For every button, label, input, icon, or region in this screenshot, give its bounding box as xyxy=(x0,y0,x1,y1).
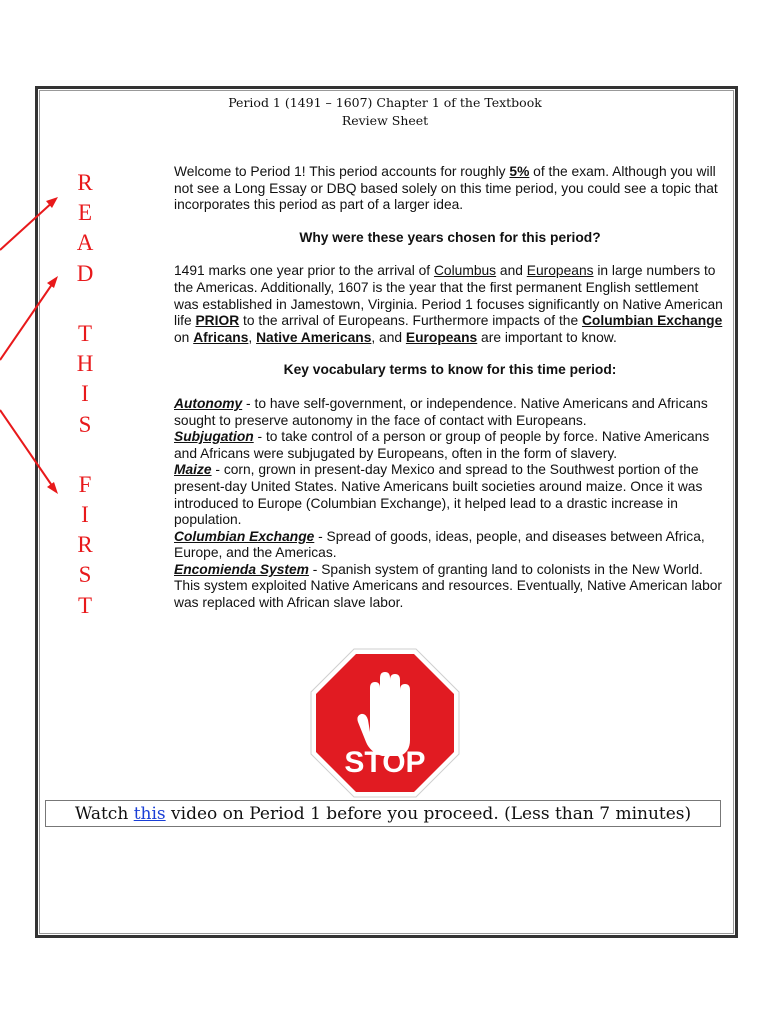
red-arrows xyxy=(0,180,80,510)
side-letter: F xyxy=(78,471,92,497)
side-letter: R xyxy=(77,532,93,558)
document-subtitle: Review Sheet xyxy=(341,113,429,128)
intro-text: of the exam. Although you will not see a Long Essay or DBQ based solely on this time period, you could see a topic that incorporates this period as part of a larger idea. xyxy=(174,164,718,213)
para-text: to the arrival of Europeans. Furthermore impacts of the xyxy=(239,313,582,329)
read-this-first-vertical xyxy=(70,168,100,621)
side-letter: S xyxy=(78,411,92,437)
arrow-line-1 xyxy=(0,200,55,250)
para-text: on xyxy=(174,329,194,345)
section-heading-why: Why were these years chosen for this period? xyxy=(299,229,601,245)
vocab-entry xyxy=(174,396,726,429)
intro-paragraph xyxy=(174,164,726,214)
side-letter: H xyxy=(76,351,94,377)
vocab-entry xyxy=(174,562,726,612)
arrow-line-2 xyxy=(0,280,55,360)
para-text: , and xyxy=(371,329,406,345)
side-letter: S xyxy=(78,562,92,588)
vocab-term: Autonomy xyxy=(174,395,243,411)
side-letter: T xyxy=(77,592,93,618)
vocab-definition: - Spanish system of granting land to colonists in the New World. This system exploited Native Americans and resources. Eventually, Native American labor was replaced with African slave labor. xyxy=(174,561,723,611)
side-letter: D xyxy=(76,260,94,286)
watch-video-box xyxy=(45,800,721,827)
africans-term: Africans xyxy=(193,329,249,345)
para-text: in large numbers to the Americas. Additionally, 1607 is the year that the first permanent English settlement was established in Jamestown, Virginia. Period 1 focuses significantly on Native American life xyxy=(174,263,723,329)
side-letter: E xyxy=(77,200,93,226)
main-content xyxy=(174,164,726,612)
prior-term: PRIOR xyxy=(195,313,240,329)
document-title: Period 1 (1491 – 1607) Chapter 1 of the Textbook xyxy=(228,95,542,110)
vocab-term: Subjugation xyxy=(174,429,254,445)
stop-sign-icon xyxy=(310,648,460,798)
video-link[interactable]: this xyxy=(133,804,166,824)
para-text: 1491 marks one year prior to the arrival of xyxy=(174,263,434,279)
side-letter xyxy=(70,289,100,319)
native-americans-term: Native Americans xyxy=(256,329,372,345)
watch-text: video on Period 1 before you proceed. (Less than 7 minutes) xyxy=(165,804,692,824)
vocab-definition: - to have self-government, or independence. Native Americans and Africans sought to preserve autonomy in the face of contact with Europeans. xyxy=(174,395,708,428)
side-letter: I xyxy=(81,502,89,528)
watch-text: Watch xyxy=(74,804,134,824)
stop-text: STOP xyxy=(344,746,426,779)
para-text: and xyxy=(496,263,527,279)
columbian-exchange-term: Columbian Exchange xyxy=(581,313,723,329)
vocab-definition: - to take control of a person or group of people by force. Native Americans and Africans were subjugated by Europeans, often in the form of slavery. xyxy=(174,429,710,461)
vocab-entry xyxy=(174,529,726,562)
side-letter xyxy=(70,440,100,470)
vocab-entry xyxy=(174,429,726,462)
vocab-definition: - corn, grown in present-day Mexico and spread to the Southwest portion of the present-day United States. Native Americans built societies around maize. Once it was introduced to Europe (Columbian Exchange), it helped lead to a drastic increase in population. xyxy=(174,462,703,528)
period-explanation-paragraph xyxy=(174,263,726,346)
side-letter: R xyxy=(77,170,93,195)
side-letter: T xyxy=(77,320,93,346)
vocab-term: Columbian Exchange xyxy=(174,528,315,544)
para-text: are important to know. xyxy=(477,329,617,345)
document-header xyxy=(140,94,630,130)
vocab-definition: - Spread of goods, ideas, people, and diseases between Africa, Europe, and the Americas. xyxy=(174,528,705,561)
europeans-term: Europeans xyxy=(526,263,594,279)
side-letter: A xyxy=(76,230,94,256)
vocab-term: Encomienda System xyxy=(174,561,309,577)
intro-text: Welcome to Period 1! This period accounts for roughly xyxy=(174,164,510,179)
arrow-head-3 xyxy=(47,482,58,494)
columbus-term: Columbus xyxy=(433,263,497,279)
para-text: , xyxy=(248,329,257,345)
vocab-term: Maize xyxy=(174,462,212,478)
exam-percentage: 5% xyxy=(509,164,530,179)
vocab-entry xyxy=(174,462,726,528)
europeans-term: Europeans xyxy=(405,329,478,345)
side-letter: I xyxy=(81,381,89,407)
arrow-head-2 xyxy=(47,276,58,288)
section-heading-vocabulary: Key vocabulary terms to know for this time period: xyxy=(283,362,617,378)
arrow-line-3 xyxy=(0,410,55,490)
